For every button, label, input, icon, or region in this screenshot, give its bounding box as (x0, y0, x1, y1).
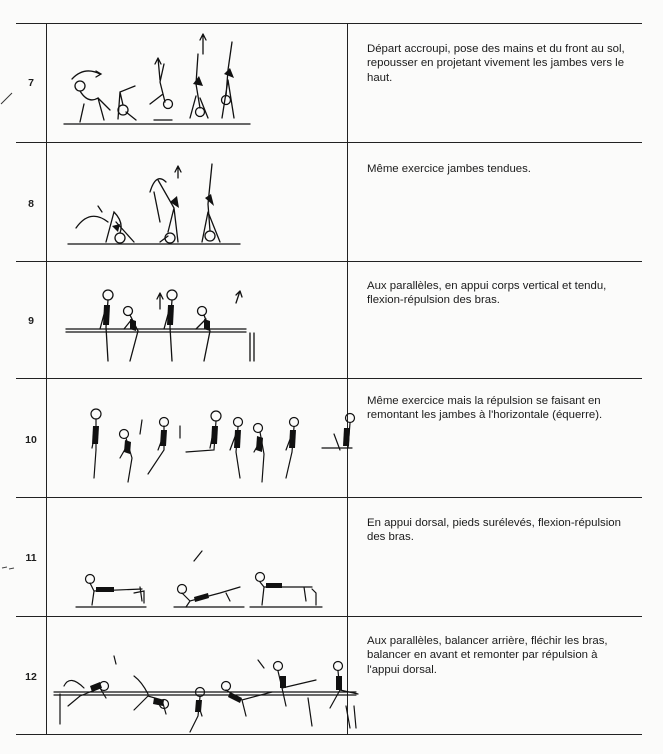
margin-pen-mark-icon (0, 90, 14, 106)
exercise-row-8 (16, 142, 642, 262)
exercise-description: Départ accroupi, pose des mains et du front au sol, repousser en projetant vivement les jambes vers le haut. (367, 43, 625, 84)
column-divider (46, 261, 47, 378)
exercise-number: 7 (28, 77, 34, 89)
exercise-illustration (50, 142, 362, 261)
gymnast-sketch-icon (50, 378, 362, 497)
exercise-illustration (50, 378, 362, 497)
exercise-illustration (50, 24, 362, 142)
gymnast-sketch-icon (50, 142, 362, 261)
column-divider (46, 24, 47, 142)
column-divider (46, 616, 47, 734)
exercise-description: Même exercice jambes tendues. (367, 163, 531, 175)
gymnast-sketch-icon (50, 261, 362, 378)
gymnast-sketch-icon (50, 24, 362, 142)
exercise-description: Aux parallèles, en appui corps vertical et tendu, flexion-répulsion des bras. (367, 280, 607, 307)
margin-pen-mark-icon (0, 562, 16, 574)
column-divider (46, 497, 47, 616)
gymnast-sketch-icon (50, 616, 362, 734)
exercise-description: Même exercice mais la répulsion se faisant en remontant les jambes à l'horizontale (équerre). (367, 395, 603, 422)
exercise-row-7 (16, 24, 642, 143)
exercise-number: 12 (25, 671, 37, 683)
column-divider (46, 142, 47, 261)
exercise-illustration (50, 497, 362, 616)
exercise-description: En appui dorsal, pieds surélevés, flexion-répulsion des bras. (367, 517, 621, 544)
column-divider (46, 378, 47, 497)
exercise-number: 9 (28, 315, 34, 327)
exercise-row-11 (16, 497, 642, 617)
exercise-illustration (50, 616, 362, 734)
exercise-row-9 (16, 261, 642, 379)
exercise-number: 8 (28, 198, 34, 210)
exercise-table (16, 23, 642, 736)
exercise-row-10 (16, 378, 642, 498)
exercise-number: 10 (25, 434, 37, 446)
exercise-description: Aux parallèles, balancer arrière, fléchir les bras, balancer en avant et remonter par répulsion à l'appui dorsal. (367, 635, 608, 676)
gymnast-sketch-icon (50, 497, 362, 616)
exercise-illustration (50, 261, 362, 378)
exercise-row-12 (16, 616, 642, 735)
exercise-number: 11 (25, 552, 37, 564)
